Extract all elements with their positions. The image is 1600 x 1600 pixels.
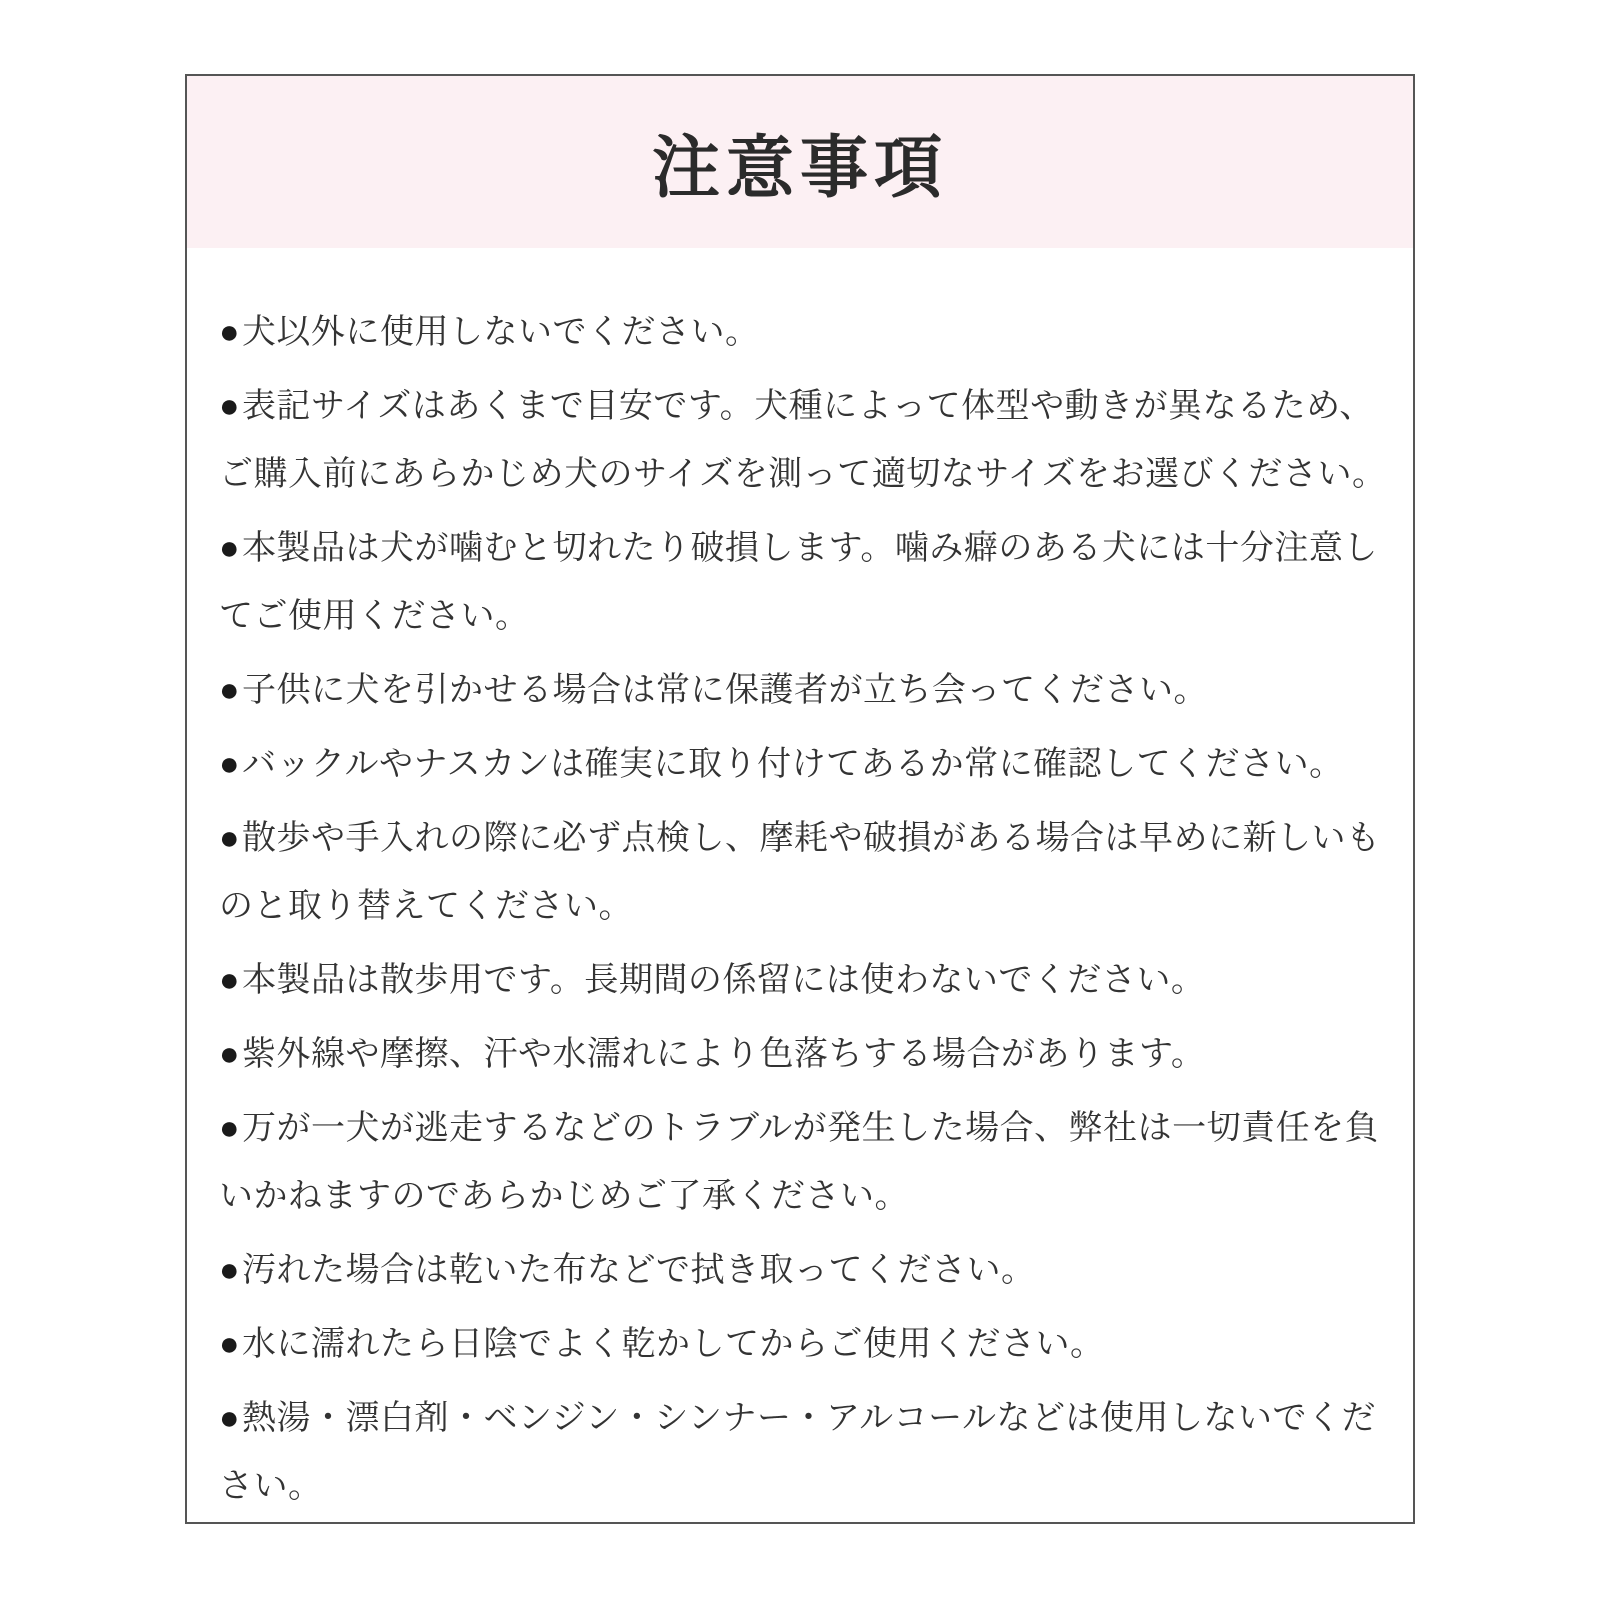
notice-item-text: 子供に犬を引かせる場合は常に保護者が立ち会ってください。 (242, 671, 1209, 709)
notice-item (219, 804, 1393, 940)
notice-box (185, 74, 1415, 1524)
notice-header (187, 76, 1413, 248)
notice-item-text: 汚れた場合は乾いた布などで拭き取ってください。 (242, 1251, 1036, 1289)
page-title: 注意事項 (651, 129, 948, 206)
notice-item-text: 犬以外に使用しないでください。 (242, 313, 760, 351)
bullet-icon: ● (219, 313, 241, 351)
notice-item-text: 熱湯・漂白剤・ベンジン・シンナー・アルコールなどは使用しないでください。 (219, 1399, 1376, 1505)
bullet-icon: ● (219, 1035, 241, 1073)
notice-item-text: 紫外線や摩擦、汗や水濡れにより色落ちする場合があります。 (242, 1035, 1206, 1073)
notice-item (219, 1384, 1393, 1520)
notice-item-text: 本製品は散歩用です。長期間の係留には使わないでください。 (242, 961, 1206, 999)
notice-item (219, 730, 1393, 798)
notice-item-text: バックルやナスカンは確実に取り付けてあるか常に確認してください。 (242, 745, 1344, 783)
notice-item-text: 表記サイズはあくまで目安です。犬種によって体型や動きが異なるため、ご購入前にあらかじめ犬のサイズを測って適切なサイズをお選びください。 (219, 387, 1387, 493)
notice-item-text: 万が一犬が逃走するなどのトラブルが発生した場合、弊社は一切責任を負いかねますのであらかじめご了承ください。 (219, 1109, 1380, 1215)
bullet-icon: ● (219, 387, 241, 425)
notice-item (219, 298, 1393, 366)
bullet-icon: ● (219, 961, 241, 999)
notice-item (219, 372, 1393, 508)
notice-item-text: 散歩や手入れの際に必ず点検し、摩耗や破損がある場合は早めに新しいものと取り替えてください。 (219, 819, 1381, 925)
bullet-icon: ● (219, 1399, 241, 1437)
notice-item (219, 1094, 1393, 1230)
bullet-icon: ● (219, 745, 241, 783)
notice-item (219, 946, 1393, 1014)
notice-item-text: 本製品は犬が噛むと切れたり破損します。噛み癖のある犬には十分注意してご使用ください。 (219, 529, 1378, 635)
notice-item (219, 656, 1393, 724)
bullet-icon: ● (219, 529, 241, 567)
notice-item (219, 1236, 1393, 1304)
bullet-icon: ● (219, 1325, 241, 1363)
bullet-icon: ● (219, 819, 241, 857)
bullet-icon: ● (219, 1251, 241, 1289)
notice-item (219, 1310, 1393, 1378)
notice-item-text: 水に濡れたら日陰でよく乾かしてからご使用ください。 (242, 1325, 1105, 1363)
notice-item (219, 514, 1393, 650)
notice-list (187, 248, 1413, 1524)
bullet-icon: ● (219, 671, 241, 709)
notice-item (219, 1020, 1393, 1088)
bullet-icon: ● (219, 1109, 241, 1147)
